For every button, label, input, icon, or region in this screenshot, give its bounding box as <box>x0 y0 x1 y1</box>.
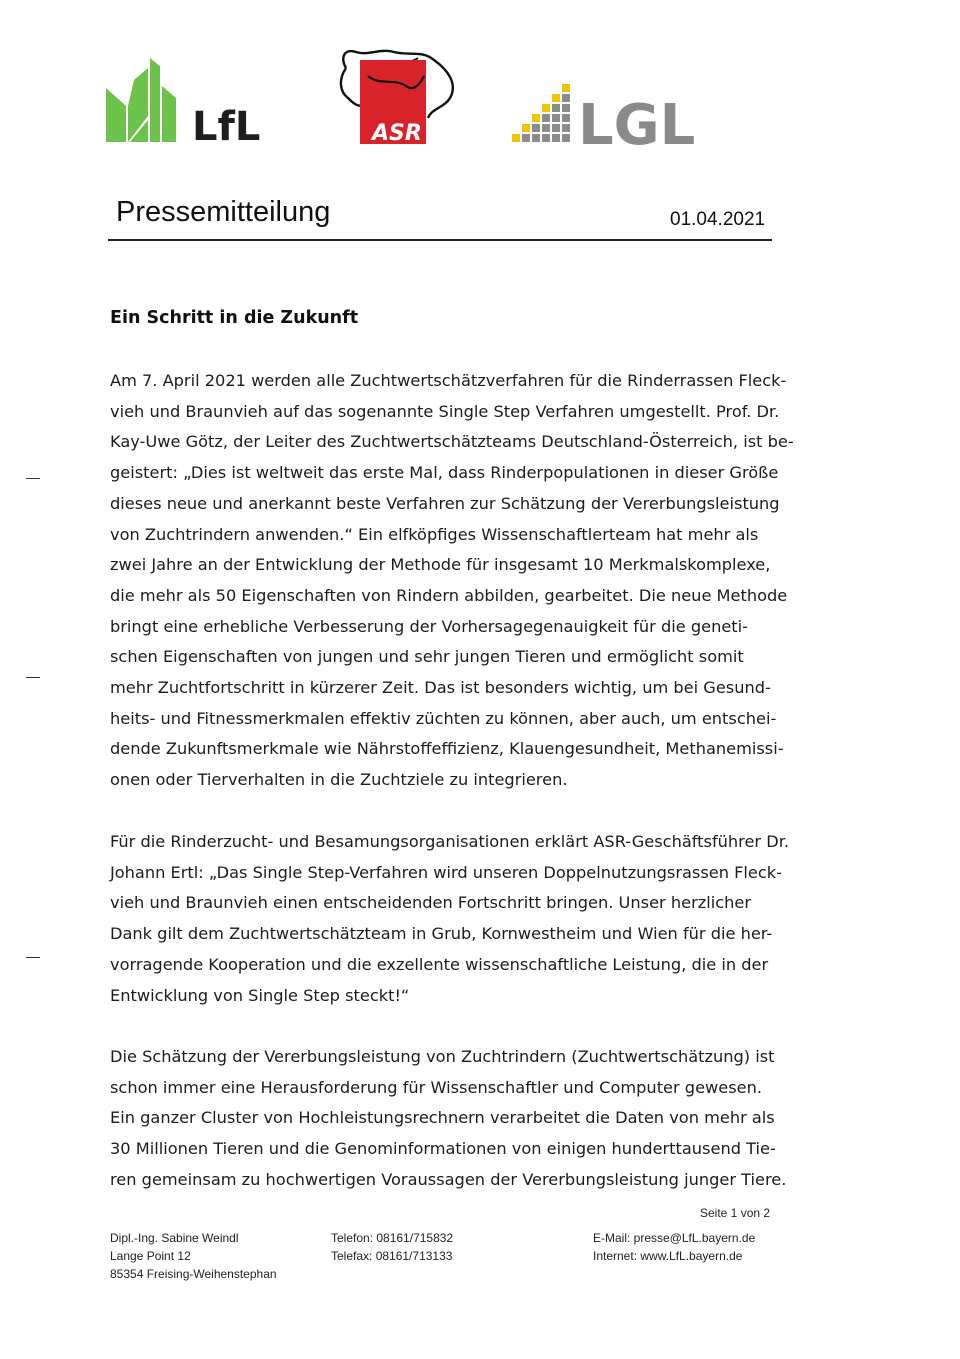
text-line: Kay-Uwe Götz, der Leiter des Zuchtwertschätzteams Deutschland-Österreich, ist be- <box>110 432 794 452</box>
headline: Ein Schritt in die Zukunft <box>110 308 359 328</box>
footer-telephone: Telefon: 08161/715832 <box>331 1231 454 1245</box>
lfl-logo-text: LfL <box>192 104 261 148</box>
text-line: vorragende Kooperation und die exzellente wissenschaftliche Leistung, die in der <box>110 954 769 974</box>
lfl-logo <box>104 58 274 153</box>
text-line: die mehr als 50 Eigenschaften von Rindern abbilden, gearbeitet. Die neue Methode <box>110 585 788 605</box>
asr-logo-text: ASR <box>372 121 422 146</box>
text-line: 30 Millionen Tieren und die Genominformationen von einigen hunderttausend Tie- <box>110 1139 776 1159</box>
text-line: Die Schätzung der Vererbungsleistung von Zuchtrindern (Zuchtwertschätzung) ist <box>110 1047 775 1066</box>
fold-mark <box>26 478 40 479</box>
lgl-logo-text: LGL <box>578 93 696 152</box>
asr-logo <box>336 46 460 155</box>
footer-contact-street: Lange Point 12 <box>110 1249 191 1263</box>
text-line: von Zuchtrindern anwenden.“ Ein elfköpfiges Wissenschaftlerteam hat mehr als <box>110 524 759 544</box>
header-divider <box>108 239 772 241</box>
release-date: 01.04.2021 <box>670 209 766 230</box>
text-line: Am 7. April 2021 werden alle Zuchtwertschätzverfahren für die Rinderrassen Fleck- <box>110 371 787 390</box>
footer-contact <box>110 1229 277 1283</box>
footer-telefax: Telefax: 08161/713133 <box>331 1249 453 1263</box>
paragraph-2 <box>110 827 790 1011</box>
text-line: schen Eigenschaften von jungen und sehr jungen Tieren und ermöglicht somit <box>110 647 744 667</box>
text-line: heits- und Fitnessmerkmalen effektiv züchten zu können, aber auch, um entschei- <box>110 708 777 728</box>
footer-email: E-Mail: presse@LfL.bayern.de <box>593 1231 756 1245</box>
text-line: geistert: „Dies ist weltweit das erste Mal, dass Rinderpopulationen in dieser Größe <box>110 463 779 483</box>
text-line: bringt eine erhebliche Verbesserung der Vorhersagegenauigkeit für die geneti- <box>110 616 748 636</box>
footer-contact-name: Dipl.-Ing. Sabine Weindl <box>110 1231 239 1245</box>
asr-cow-icon <box>336 46 460 150</box>
footer-contact-city: 85354 Freising-Weihenstephan <box>110 1267 277 1281</box>
text-line: Ein ganzer Cluster von Hochleistungsrechnern verarbeitet die Daten von mehr als <box>110 1108 775 1128</box>
text-line: ren gemeinsam zu hochwertigen Voraussagen der Vererbungsleistung junger Tiere. <box>110 1169 787 1189</box>
text-line: zwei Jahre an der Entwicklung der Methode für insgesamt 10 Merkmalskomplexe, <box>110 555 771 575</box>
text-line: Entwicklung von Single Step steckt!“ <box>110 985 410 1005</box>
paragraph-1 <box>110 366 794 796</box>
lgl-squares-icon <box>508 82 708 152</box>
text-line: dieses neue und anerkannt beste Verfahren zur Schätzung der Vererbungsleistung <box>110 493 780 513</box>
paragraph-3 <box>110 1042 790 1196</box>
text-line: Johann Ertl: „Das Single Step-Verfahren wird unseren Doppelnutzungsrassen Fleck- <box>110 862 783 882</box>
lgl-logo <box>508 82 708 157</box>
page-number: Seite 1 von 2 <box>700 1206 771 1220</box>
text-line: vieh und Braunvieh einen entscheidenden Fortschritt bringen. Unser herzlicher <box>110 893 751 913</box>
text-line: Für die Rinderzucht- und Besamungsorganisationen erklärt ASR-Geschäftsführer Dr. <box>110 832 790 851</box>
text-line: vieh und Braunvieh auf das sogenannte Single Step Verfahren umgestellt. Prof. Dr. <box>110 401 780 421</box>
footer-phone <box>331 1229 453 1265</box>
lfl-leaf-icon <box>104 58 274 148</box>
text-line: mehr Zuchtfortschritt in kürzerer Zeit. Das ist besonders wichtig, um bei Gesund- <box>110 678 771 698</box>
text-line: dende Zukunftsmerkmale wie Nährstoffeffizienz, Klauengesundheit, Methanemissi- <box>110 739 784 759</box>
footer-internet: Internet: www.LfL.bayern.de <box>593 1249 743 1263</box>
logo-bar <box>0 0 960 170</box>
text-line: schon immer eine Herausforderung für Wissenschaftler und Computer gewesen. <box>110 1077 763 1097</box>
fold-mark <box>26 957 40 958</box>
page-title: Pressemitteilung <box>116 196 331 228</box>
fold-mark <box>26 677 40 678</box>
text-line: Dank gilt dem Zuchtwertschätzteam in Grub, Kornwestheim und Wien für die her- <box>110 924 773 944</box>
text-line: onen oder Tierverhalten in die Zuchtziele zu integrieren. <box>110 770 568 790</box>
footer-online <box>593 1229 755 1265</box>
